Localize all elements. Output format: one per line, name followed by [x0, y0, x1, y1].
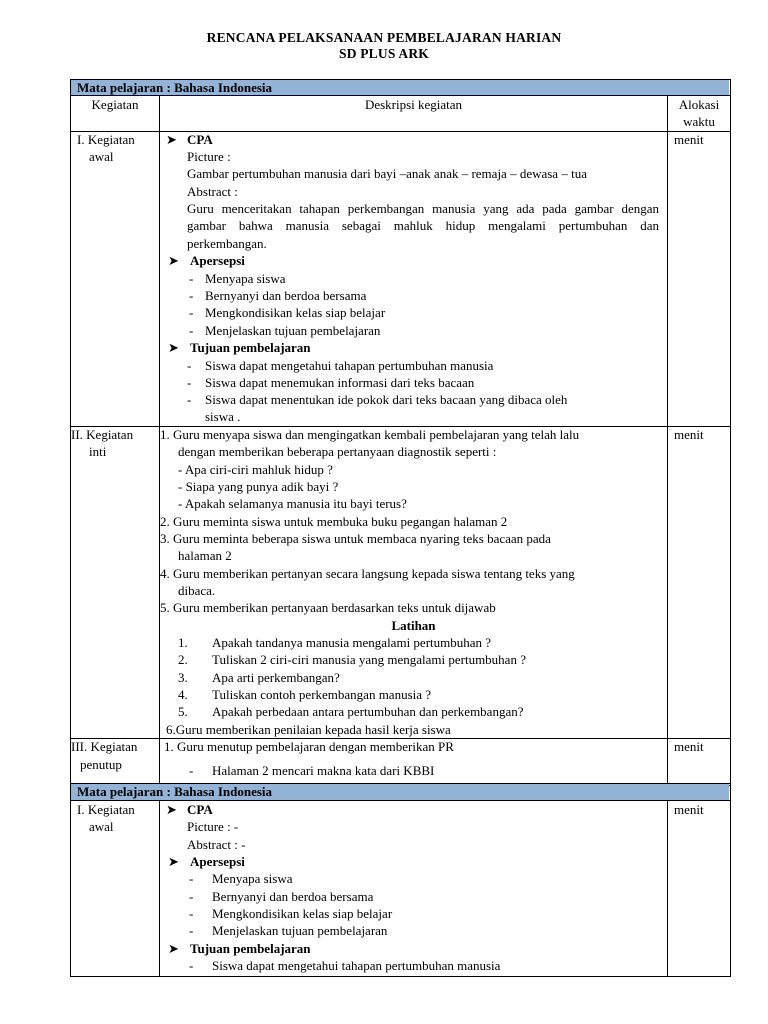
list-item: Bernyanyi dan berdoa bersama — [212, 889, 374, 904]
dash-bullet: - — [189, 271, 194, 286]
arrow-bullet-icon: ➤ — [168, 340, 179, 355]
latihan-question: Tuliskan contoh perkembangan manusia ? — [212, 687, 432, 702]
document-title: RENCANA PELAKSANAAN PEMBELAJARAN HARIAN — [206, 30, 562, 45]
apersepsi-heading: Apersepsi — [190, 854, 245, 869]
apersepsi-heading: Apersepsi — [190, 253, 245, 268]
dash-bullet: - — [189, 288, 194, 303]
abstract-text: Guru menceritakan tahapan perkembangan manusia yang ada pada gambar dengan gambar bahwa manusia sebagai mahluk hidup mengalami pertumbuhan dan perkembangan. — [187, 201, 659, 251]
dash-bullet: - — [189, 763, 194, 778]
list-item-continued: siswa . — [205, 409, 241, 424]
list-item: Bernyanyi dan berdoa bersama — [205, 288, 367, 303]
tujuan-heading: Tujuan pembelajaran — [190, 340, 311, 355]
step-line: - Siapa yang punya adik bayi ? — [178, 479, 339, 494]
abstract-label: Abstract : - — [187, 837, 246, 852]
list-item: Siswa dapat menentukan ide pokok dari teks bacaan yang dibaca oleh — [205, 392, 568, 407]
step-line: 1. Guru menyapa siswa dan mengingatkan kembali pembelajaran yang telah lalu — [160, 427, 580, 442]
time-allocation: menit — [674, 427, 704, 442]
arrow-bullet-icon: ➤ — [168, 854, 179, 869]
dash-bullet: - — [187, 392, 192, 407]
time-allocation: menit — [674, 802, 704, 817]
list-item: Halaman 2 mencari makna kata dari KBBI — [212, 763, 435, 778]
picture-label: Picture : - — [187, 819, 239, 834]
column-header-alokasi: Alokasi — [678, 97, 720, 112]
column-header-waktu: waktu — [683, 114, 715, 129]
row-label: awal — [89, 149, 114, 164]
arrow-bullet-icon: ➤ — [168, 941, 179, 956]
subject-band: Mata pelajaran : Bahasa Indonesia — [71, 784, 729, 800]
row-label: I. Kegiatan — [77, 132, 135, 147]
latihan-question: Apakah tandanya manusia mengalami pertumbuhan ? — [212, 635, 492, 650]
step-line: 4. Guru memberikan pertanyan secara langsung kepada siswa tentang teks yang — [160, 566, 575, 581]
latihan-number: 4. — [178, 687, 188, 702]
dash-bullet: - — [189, 958, 194, 973]
arrow-bullet-icon: ➤ — [168, 253, 179, 268]
col-divider — [667, 800, 668, 977]
time-allocation: menit — [674, 132, 704, 147]
picture-text: Gambar pertumbuhan manusia dari bayi –anak anak – remaja – dewasa – tua — [187, 166, 587, 181]
latihan-number: 2. — [178, 652, 188, 667]
subject-band: Mata pelajaran : Bahasa Indonesia — [71, 80, 729, 96]
list-item: Siswa dapat mengetahui tahapan pertumbuhan manusia — [205, 358, 494, 373]
tujuan-heading: Tujuan pembelajaran — [190, 941, 311, 956]
step-line: 6.Guru memberikan penilaian kepada hasil kerja siswa — [166, 722, 451, 737]
col-divider — [159, 800, 160, 977]
step-line: dengan memberikan beberapa pertanyaan diagnostik seperti : — [178, 444, 497, 459]
list-item: Menjelaskan tujuan pembelajaran — [205, 323, 381, 338]
step-line: - Apa ciri-ciri mahluk hidup ? — [178, 462, 333, 477]
step-line: 2. Guru meminta siswa untuk membuka buku pegangan halaman 2 — [160, 514, 508, 529]
latihan-question: Apa arti perkembangan? — [212, 670, 340, 685]
dash-bullet: - — [189, 871, 194, 886]
step-line: dibaca. — [178, 583, 216, 598]
dash-bullet: - — [189, 889, 194, 904]
column-header-deskripsi: Deskripsi kegiatan — [364, 97, 463, 112]
row-label: III. Kegiatan — [71, 739, 138, 754]
list-item: Mengkondisikan kelas siap belajar — [212, 906, 393, 921]
row-label: I. Kegiatan — [77, 802, 135, 817]
school-name: SD PLUS ARK — [339, 46, 429, 61]
time-allocation: menit — [674, 739, 704, 754]
row-label: penutup — [80, 757, 122, 772]
step-line: 1. Guru menutup pembelajaran dengan memberikan PR — [164, 739, 454, 754]
dash-bullet: - — [189, 906, 194, 921]
latihan-number: 5. — [178, 704, 188, 719]
arrow-bullet-icon: ➤ — [166, 802, 177, 817]
step-line: 3. Guru meminta beberapa siswa untuk membaca nyaring teks bacaan pada — [160, 531, 551, 546]
dash-bullet: - — [187, 375, 192, 390]
step-line: - Apakah selamanya manusia itu bayi terus? — [178, 496, 407, 511]
list-item: Siswa dapat menemukan informasi dari teks bacaan — [205, 375, 475, 390]
abstract-label: Abstract : — [187, 184, 238, 199]
col-divider — [667, 95, 668, 786]
list-item: Menjelaskan tujuan pembelajaran — [212, 923, 388, 938]
latihan-question: Tuliskan 2 ciri-ciri manusia yang mengalami pertumbuhan ? — [212, 652, 526, 667]
list-item: Menyapa siswa — [212, 871, 293, 886]
list-item: Menyapa siswa — [205, 271, 286, 286]
dash-bullet: - — [189, 923, 194, 938]
row-label: II. Kegiatan — [71, 427, 134, 442]
row-label: inti — [89, 444, 107, 459]
row-label: awal — [89, 819, 114, 834]
arrow-bullet-icon: ➤ — [166, 132, 177, 147]
cpa-heading: CPA — [187, 802, 213, 817]
dash-bullet: - — [187, 358, 192, 373]
list-item: Mengkondisikan kelas siap belajar — [205, 305, 386, 320]
dash-bullet: - — [189, 305, 194, 320]
step-line: halaman 2 — [178, 548, 232, 563]
latihan-question: Apakah perbedaan antara pertumbuhan dan perkembangan? — [212, 704, 524, 719]
cpa-heading: CPA — [187, 132, 213, 147]
step-line: 5. Guru memberikan pertanyaan berdasarkan teks untuk dijawab — [160, 600, 496, 615]
latihan-number: 1. — [178, 635, 188, 650]
list-item: Siswa dapat mengetahui tahapan pertumbuhan manusia — [212, 958, 501, 973]
latihan-heading: Latihan — [391, 618, 436, 633]
column-header-kegiatan: Kegiatan — [91, 97, 139, 112]
picture-label: Picture : — [187, 149, 231, 164]
dash-bullet: - — [189, 323, 194, 338]
latihan-number: 3. — [178, 670, 188, 685]
